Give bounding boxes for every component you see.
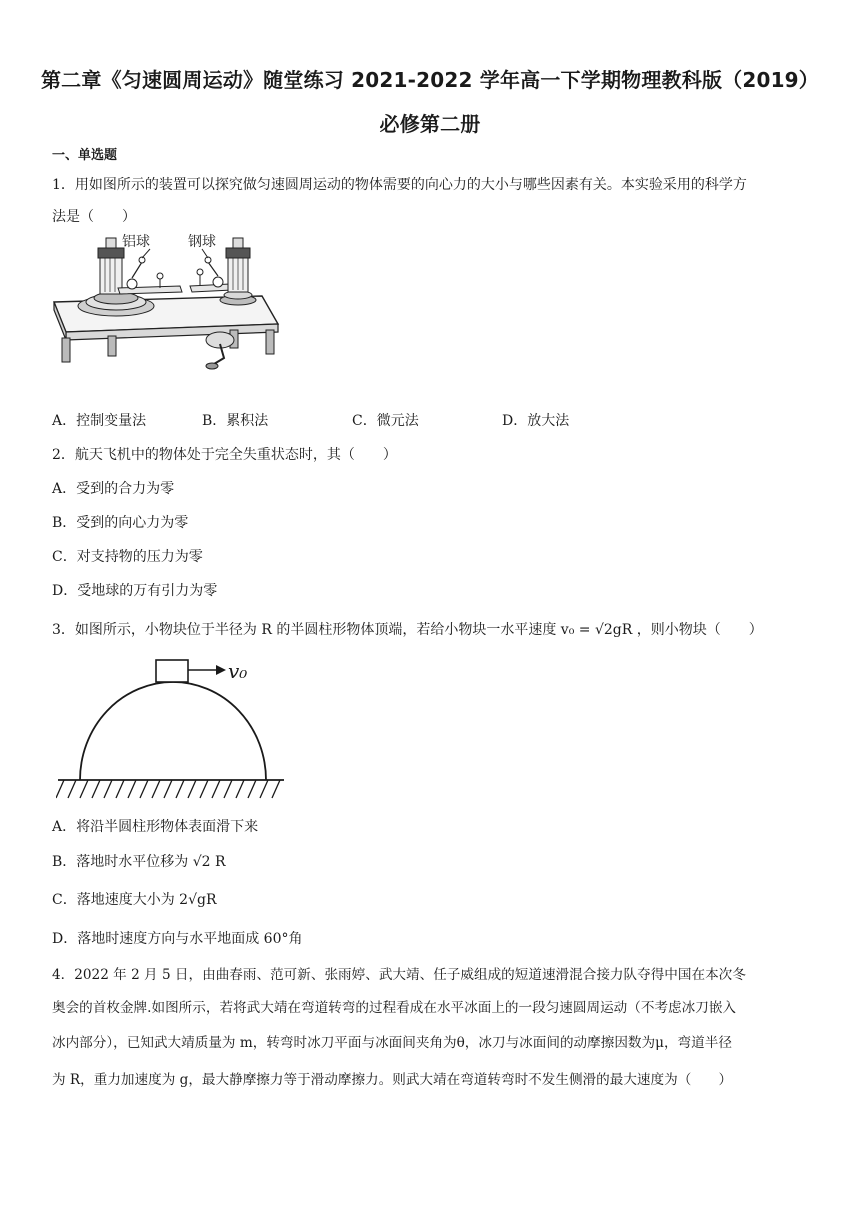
q2-option-d[interactable]: D．受地球的万有引力为零: [52, 583, 218, 599]
q4-stem-line4: 为 R，重力加速度为 g，最大静摩擦力等于滑动摩擦力。则武大靖在弯道转弯时不发生侧滑的最大速度为（ ）: [52, 1072, 733, 1088]
q3-stem: 3．如图所示，小物块位于半径为 R 的半圆柱形物体顶端，若给小物块一水平速度 v₀ = √2gR ，则小物块（ ）: [52, 622, 763, 638]
q1-option-d[interactable]: D．放大法: [502, 413, 570, 429]
q2-option-a[interactable]: A．受到的合力为零: [52, 481, 175, 497]
centripetal-apparatus-figure: [52, 232, 292, 380]
velocity-label: v₀: [228, 659, 248, 683]
q1-option-c[interactable]: C．微元法: [352, 413, 419, 429]
q1-stem-line1: 1．用如图所示的装置可以探究做匀速圆周运动的物体需要的向心力的大小与哪些因素有关。本实验采用的科学方: [52, 177, 747, 193]
label-steel-ball: 钢球: [188, 234, 216, 250]
page-title-line2: 必修第二册: [379, 112, 481, 136]
label-aluminum-ball: 铝球: [122, 234, 150, 250]
q3-option-d[interactable]: D．落地时速度方向与水平地面成 60°角: [52, 931, 303, 947]
q2-option-c[interactable]: C．对支持物的压力为零: [52, 549, 203, 565]
q2-option-b[interactable]: B．受到的向心力为零: [52, 515, 189, 531]
q4-stem-line3: 冰内部分），已知武大靖质量为 m，转弯时冰刀平面与冰面间夹角为θ，冰刀与冰面间的动摩擦因数为μ，弯道半径: [52, 1035, 732, 1051]
semicylinder-figure: [56, 652, 290, 802]
q3-option-b[interactable]: B．落地时水平位移为 √2 R: [52, 854, 226, 870]
q4-stem-line2: 奥会的首枚金牌.如图所示，若将武大靖在弯道转弯的过程看成在水平冰面上的一段匀速圆周运动（不考虑冰刀嵌入: [52, 1000, 737, 1016]
q2-stem: 2．航天飞机中的物体处于完全失重状态时，其（ ）: [52, 447, 397, 463]
q1-stem-line2: 法是（ ）: [52, 209, 136, 225]
q1-option-b[interactable]: B．累积法: [202, 413, 269, 429]
section-heading: 一、单选题: [52, 148, 118, 163]
q3-option-c[interactable]: C．落地速度大小为 2√gR: [52, 892, 217, 908]
q3-option-a[interactable]: A．将沿半圆柱形物体表面滑下来: [52, 819, 259, 835]
q1-option-a[interactable]: A．控制变量法: [52, 413, 147, 429]
page-title-line1: 第二章《匀速圆周运动》随堂练习 2021-2022 学年高一下学期物理教科版（2019）: [40, 68, 820, 92]
q4-stem-line1: 4．2022 年 2 月 5 日，由曲春雨、范可新、张雨婷、武大靖、任子威组成的短道速滑混合接力队夺得中国在本次冬: [52, 967, 746, 983]
